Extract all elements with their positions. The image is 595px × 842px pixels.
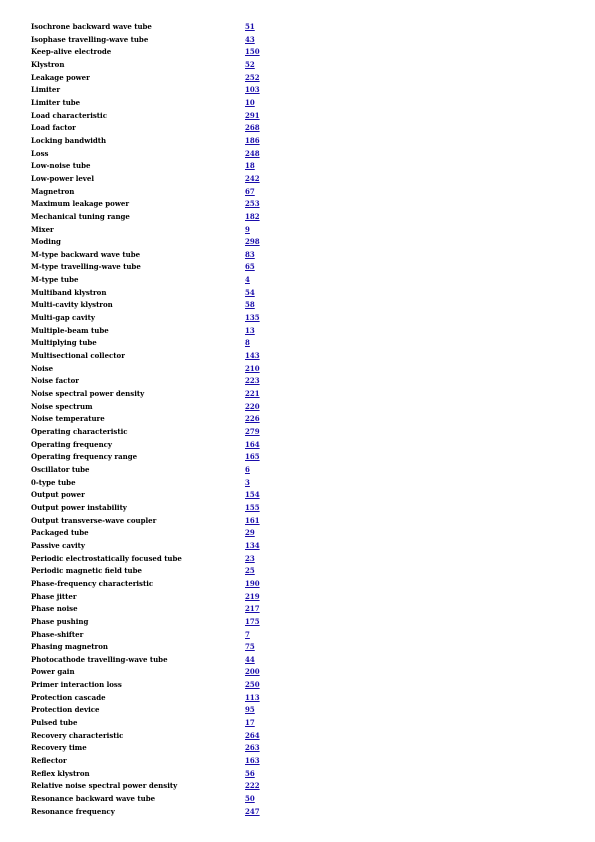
page-number-link[interactable]: 113 (245, 692, 260, 702)
index-term: Photocathode travelling-wave tube (31, 654, 168, 664)
index-entry (31, 477, 311, 490)
index-entry (31, 261, 311, 274)
page-number-link[interactable]: 182 (245, 211, 260, 221)
index-term: Multisectional collector (31, 351, 125, 361)
page-number-link[interactable]: 252 (245, 72, 260, 82)
index-entry (31, 755, 311, 768)
index-term: Output power (31, 490, 85, 500)
page-number-link[interactable]: 175 (245, 616, 260, 626)
index-term: Limiter tube (31, 97, 81, 107)
page-number-link[interactable]: 154 (245, 490, 260, 500)
index-entry (31, 591, 311, 604)
index-entry (31, 148, 311, 161)
index-entry (31, 553, 311, 566)
index-term: Multi-gap cavity (31, 313, 95, 323)
page-number-link[interactable]: 25 (245, 566, 255, 576)
index-entry (31, 515, 311, 528)
page-number-link[interactable]: 56 (245, 768, 255, 778)
index-entry (31, 742, 311, 755)
page-number-link[interactable]: 210 (245, 363, 260, 373)
index-term: Periodic magnetic field tube (31, 566, 142, 576)
index-term: Low-noise tube (31, 161, 91, 171)
page-number-link[interactable]: 220 (245, 401, 260, 411)
page-number-link[interactable]: 4 (245, 275, 250, 285)
page-number-link[interactable]: 54 (245, 287, 255, 297)
page-number-link[interactable]: 75 (245, 642, 255, 652)
index-term: 0-type tube (31, 477, 76, 487)
index-term: Phase jitter (31, 591, 77, 601)
page-number-link[interactable]: 3 (245, 477, 250, 487)
index-term: Noise factor (31, 376, 79, 386)
index-term: Leakage power (31, 72, 90, 82)
index-term: Mixer (31, 224, 54, 234)
index-term: Noise spectrum (31, 401, 93, 411)
index-term: Output power instability (31, 502, 127, 512)
index-term: Reflector (31, 756, 67, 766)
index-entry (31, 565, 311, 578)
index-term: Resonance backward wave tube (31, 794, 156, 804)
index-entry (31, 84, 311, 97)
index-term: Klystron (31, 59, 65, 69)
page-number-link[interactable]: 50 (245, 794, 255, 804)
page-number-link[interactable]: 13 (245, 325, 255, 335)
index-term: Phase-frequency characteristic (31, 578, 154, 588)
index-entry (31, 641, 311, 654)
index-term: Primer interaction loss (31, 680, 122, 690)
index-entry (31, 666, 311, 679)
index-term: Isophase travelling-wave tube (31, 34, 149, 44)
page-number-link[interactable]: 95 (245, 705, 255, 715)
index-entry (31, 502, 311, 515)
index-term: Protection device (31, 705, 100, 715)
index-entry (31, 72, 311, 85)
index-term: Recovery characteristic (31, 730, 124, 740)
page-number-link[interactable]: 8 (245, 338, 250, 348)
page-number-link[interactable]: 163 (245, 756, 260, 766)
index-term: Output transverse-wave coupler (31, 515, 157, 525)
page-number-link[interactable]: 83 (245, 249, 255, 259)
page-number-link[interactable]: 6 (245, 464, 250, 474)
page-number-link[interactable]: 155 (245, 502, 260, 512)
page-number-link[interactable]: 43 (245, 34, 255, 44)
index-term: Operating frequency range (31, 452, 138, 462)
index-entry (31, 540, 311, 553)
index-term: Passive cavity (31, 540, 85, 550)
index-entry (31, 110, 311, 123)
index-entry (31, 173, 311, 186)
index-term: Moding (31, 237, 61, 247)
page-number-link[interactable]: 279 (245, 427, 260, 436)
page-number-link[interactable]: 264 (245, 730, 260, 740)
index-entry (31, 616, 311, 629)
index-entry (31, 806, 311, 819)
index-term: Operating frequency (31, 439, 112, 449)
index-term: Multiplying tube (31, 338, 97, 348)
page-number-link[interactable]: 242 (245, 173, 260, 183)
page-number-link[interactable]: 10 (245, 97, 255, 107)
index-term: Multiband klystron (31, 287, 107, 297)
page-number-link[interactable]: 18 (245, 161, 255, 171)
page-number-link[interactable]: 161 (245, 515, 260, 525)
index-entry (31, 363, 311, 376)
index-entry (31, 97, 311, 110)
index-term: Resonance frequency (31, 806, 115, 816)
index-term: Noise spectral power density (31, 389, 145, 399)
index-term: Noise (31, 363, 54, 373)
page-number-link[interactable]: 164 (245, 439, 260, 449)
index-entry (31, 21, 311, 34)
index-entry (31, 325, 311, 338)
index-term: Recovery time (31, 743, 87, 753)
index-entry (31, 527, 311, 540)
index-term: Operating characteristic (31, 427, 128, 436)
index-term: M-type backward wave tube (31, 249, 141, 259)
index-term: Noise temperature (31, 414, 105, 424)
index-term: Low-power level (31, 173, 94, 183)
index-entry (31, 211, 311, 224)
index-term: Isochrone backward wave tube (31, 22, 152, 31)
page-number-link[interactable]: 143 (245, 351, 260, 361)
page-number-link[interactable]: 298 (245, 237, 260, 247)
index-term: Locking bandwidth (31, 135, 107, 145)
page-number-link[interactable]: 223 (245, 376, 260, 386)
page-number-link[interactable]: 67 (245, 186, 255, 196)
page-number-link[interactable]: 222 (245, 781, 260, 791)
index-term: Multi-cavity klystron (31, 300, 113, 310)
page-number-link[interactable]: 190 (245, 578, 260, 588)
page-number-link[interactable]: 291 (245, 110, 260, 120)
page-number-link[interactable]: 221 (245, 389, 260, 399)
page-number-link[interactable]: 65 (245, 262, 255, 272)
index-term: Loss (31, 148, 49, 158)
page-number-link[interactable]: 9 (245, 224, 250, 234)
index-term: Magnetron (31, 186, 75, 196)
index-entry (31, 578, 311, 591)
index-entry (31, 629, 311, 642)
index-term: Phase-shifter (31, 629, 84, 639)
index-entry (31, 59, 311, 72)
page-number-link[interactable]: 17 (245, 718, 255, 728)
page-number-link[interactable]: 103 (245, 85, 260, 95)
index-entry (31, 186, 311, 199)
index-entry (31, 489, 311, 502)
index-entry (31, 287, 311, 300)
index-entry (31, 299, 311, 312)
index-term: Phasing magnetron (31, 642, 108, 652)
index-entry (31, 439, 311, 452)
index-entry (31, 34, 311, 47)
index-term: Protection cascade (31, 692, 106, 702)
page-number-link[interactable]: 253 (245, 199, 260, 209)
page-number-link[interactable]: 58 (245, 300, 255, 310)
index-entry (31, 236, 311, 249)
index-entry (31, 451, 311, 464)
index-entry (31, 46, 311, 59)
index-entry (31, 768, 311, 781)
index-term: Load factor (31, 123, 76, 133)
page-number-link[interactable]: 226 (245, 414, 260, 424)
page-number-link[interactable]: 219 (245, 591, 260, 601)
page-number-link[interactable]: 250 (245, 680, 260, 690)
page-number-link[interactable]: 150 (245, 47, 260, 57)
index-entry (31, 312, 311, 325)
index-entry (31, 717, 311, 730)
index-term: Maximum leakage power (31, 199, 130, 209)
index-term: Power gain (31, 667, 75, 677)
index-entry (31, 274, 311, 287)
index-entry (31, 704, 311, 717)
page-number-link[interactable]: 52 (245, 59, 255, 69)
index-entry (31, 122, 311, 135)
index-entry (31, 401, 311, 414)
index-term: Phase pushing (31, 616, 89, 626)
index-term: Load characteristic (31, 110, 107, 120)
index-entry (31, 198, 311, 211)
page-number-link[interactable]: 44 (245, 654, 255, 664)
index-list (31, 21, 311, 818)
index-term: Limiter (31, 85, 61, 95)
index-entry (31, 337, 311, 350)
index-entry (31, 793, 311, 806)
index-term: Periodic electrostatically focused tube (31, 553, 182, 563)
page-number-link[interactable]: 186 (245, 135, 260, 145)
page-number-link[interactable]: 268 (245, 123, 260, 133)
index-term: Mechanical tuning range (31, 211, 130, 221)
index-term: Reflex klystron (31, 768, 90, 778)
index-entry (31, 464, 311, 477)
page-number-link[interactable]: 23 (245, 553, 255, 563)
index-entry (31, 780, 311, 793)
index-entry (31, 350, 311, 363)
index-term: Pulsed tube (31, 718, 78, 728)
index-entry (31, 692, 311, 705)
index-term: Packaged tube (31, 528, 89, 538)
page-number-link[interactable]: 29 (245, 528, 255, 538)
index-entry (31, 160, 311, 173)
index-entry (31, 224, 311, 237)
page-number-link[interactable]: 217 (245, 604, 260, 614)
index-term: Oscillator tube (31, 464, 90, 474)
index-term: Keep-alive electrode (31, 47, 112, 57)
index-entry (31, 426, 311, 439)
page-number-link[interactable]: 248 (245, 148, 260, 158)
page-number-link[interactable]: 247 (245, 806, 260, 816)
index-entry (31, 730, 311, 743)
index-term: M-type tube (31, 275, 79, 285)
index-term: Phase noise (31, 604, 78, 614)
page-number-link[interactable]: 51 (245, 22, 255, 31)
index-term: Relative noise spectral power density (31, 781, 178, 791)
page-number-link[interactable]: 263 (245, 743, 260, 753)
index-entry (31, 388, 311, 401)
index-entry (31, 249, 311, 262)
index-entry (31, 603, 311, 616)
page-number-link[interactable]: 134 (245, 540, 260, 550)
page-number-link[interactable]: 165 (245, 452, 260, 462)
page-number-link[interactable]: 200 (245, 667, 260, 677)
index-term: M-type travelling-wave tube (31, 262, 141, 272)
index-entry (31, 375, 311, 388)
index-entry (31, 135, 311, 148)
index-entry (31, 679, 311, 692)
index-entry (31, 654, 311, 667)
index-term: Multiple-beam tube (31, 325, 109, 335)
index-entry (31, 413, 311, 426)
page-number-link[interactable]: 7 (245, 629, 250, 639)
page-number-link[interactable]: 135 (245, 313, 260, 323)
